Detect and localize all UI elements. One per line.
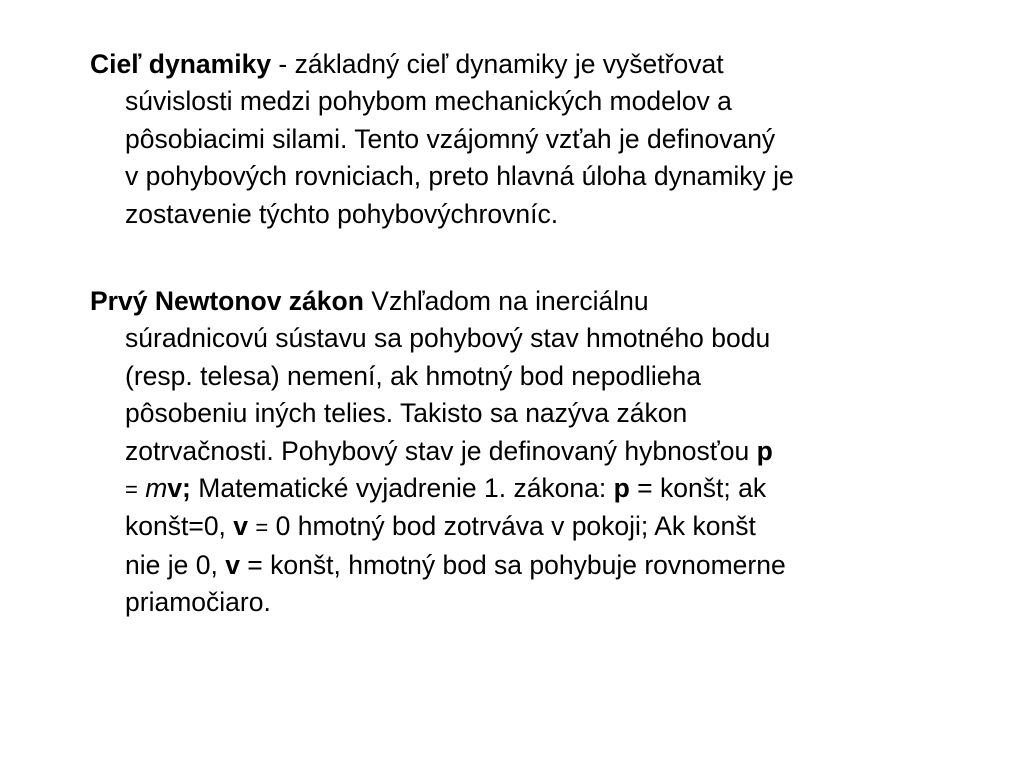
symbol-momentum: p bbox=[613, 473, 630, 504]
text-run: (resp. telesa) nemení, ak hmotný bod nepodlieha bbox=[125, 360, 701, 391]
text-run: = konšt, hmotný bod sa pohybuje rovnomerne bbox=[239, 549, 786, 580]
text-run: Matematické vyjadrenie 1. zákona: bbox=[190, 473, 614, 504]
term-goal-of-dynamics: Cieľ dynamiky bbox=[90, 49, 272, 79]
symbol-velocity: v bbox=[233, 511, 249, 542]
text-run: pôsobeniu iných telies. Takisto sa nazýva zákon bbox=[125, 398, 688, 429]
text-line: zostavenie týchto pohybovýchrovníc. bbox=[125, 198, 559, 229]
equals-sign: = bbox=[255, 515, 269, 541]
text-run: konšt=0, bbox=[125, 511, 234, 542]
text-run: = konšt; ak bbox=[629, 473, 767, 504]
text-run: zotrvačnosti. Pohybový stav je definovaný hybnosťou bbox=[125, 435, 757, 466]
symbol-velocity: v bbox=[225, 549, 240, 580]
text-line: - základný cieľ dynamiky je vyšetřovat bbox=[271, 49, 724, 79]
term-first-newton-law: Prvý Newtonov zákon bbox=[90, 286, 364, 316]
text-line: v pohybových rovniciach, preto hlavná úloha dynamiky je bbox=[125, 161, 794, 192]
text-run: priamočiaro. bbox=[125, 587, 271, 618]
text-run: súradnicovú sústavu sa pohybový stav hmotného bodu bbox=[125, 323, 771, 354]
paragraph-first-newton-law bbox=[90, 283, 1024, 622]
symbol-mass: m bbox=[145, 473, 168, 504]
text-run: nie je 0, bbox=[125, 549, 226, 580]
text-line: pôsobiacimi silami. Tento vzájomný vzťah je definovaný bbox=[125, 123, 776, 154]
symbol-velocity: v; bbox=[167, 473, 191, 504]
symbol-momentum: p bbox=[756, 435, 773, 466]
equals-sign: = bbox=[125, 477, 138, 503]
text-run: 0 hmotný bod zotrváva v pokoji; Ak konšt bbox=[268, 511, 756, 542]
text-run: Vzhľadom na inerciálnu bbox=[363, 286, 649, 316]
text-line: súvislosti medzi pohybom mechanických modelov a bbox=[125, 86, 732, 117]
paragraph-goal-of-dynamics bbox=[90, 46, 1024, 233]
